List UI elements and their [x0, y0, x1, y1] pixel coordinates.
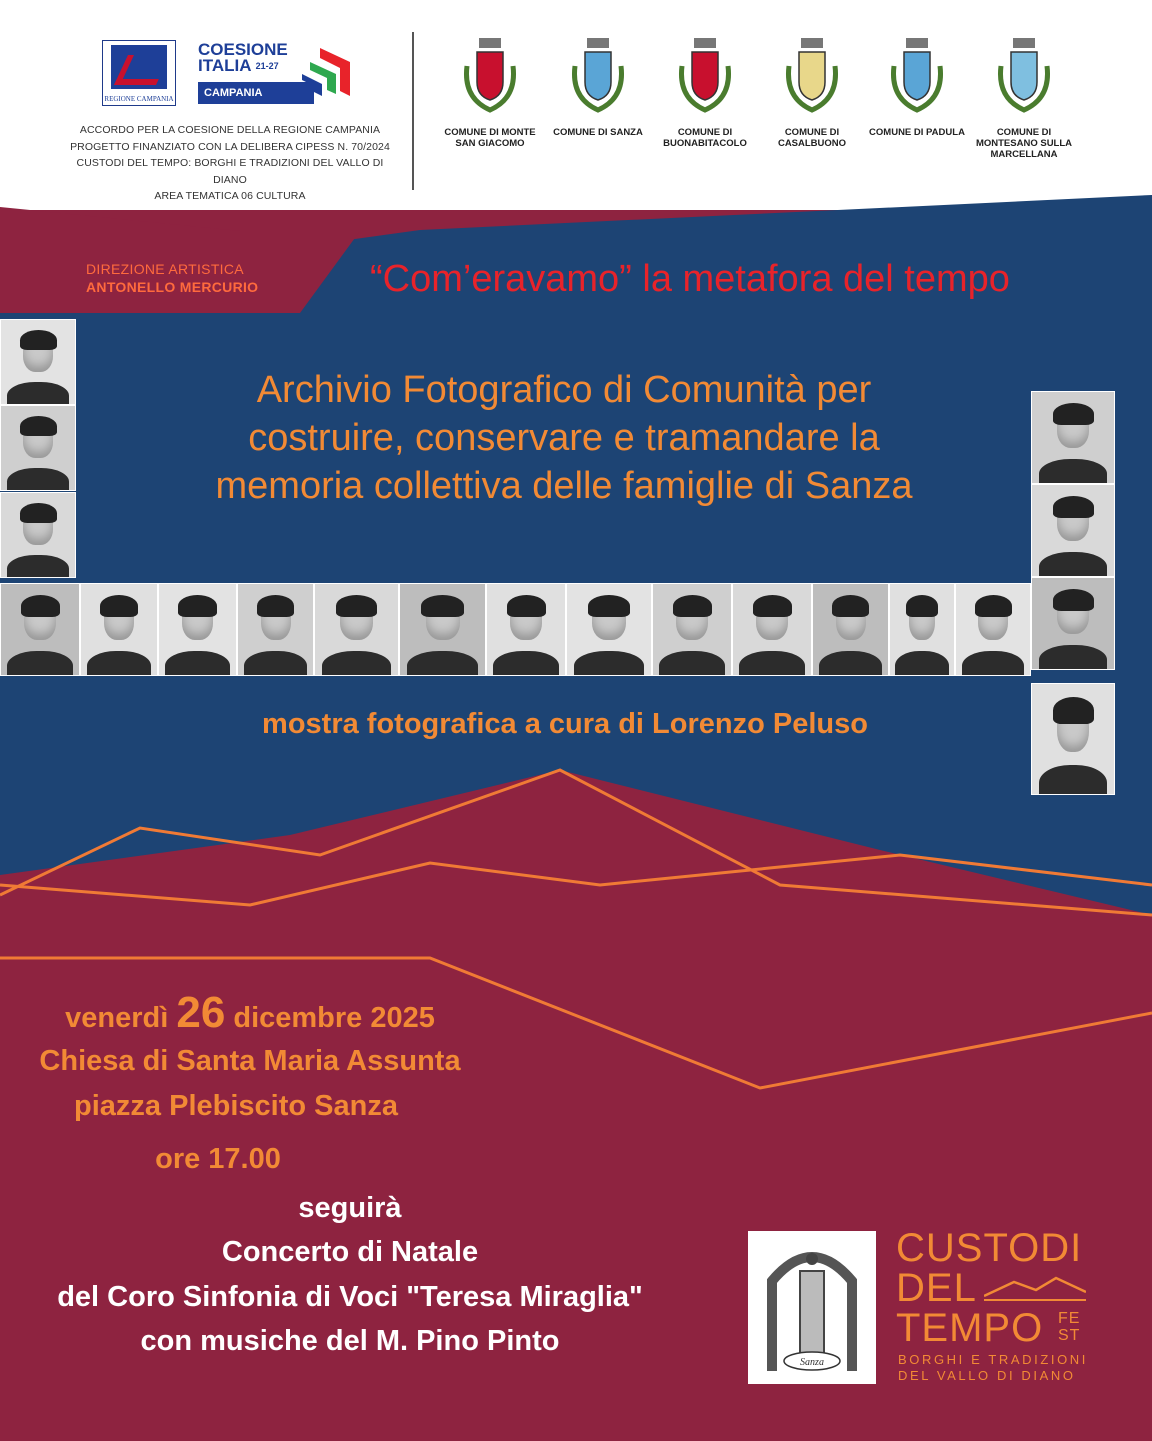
coesione-arrow-icon: [300, 44, 356, 100]
custodi-line2: DEL: [896, 1266, 977, 1310]
sanza-logo-label: Sanza: [800, 1357, 824, 1368]
portrait-photo: [652, 583, 732, 676]
concert-line: con musiche del M. Pino Pinto: [140, 1325, 560, 1357]
tagline: “Com’eravamo” la metafora del tempo: [370, 258, 1010, 300]
portrait-photo: [1031, 484, 1115, 577]
comune-1: [543, 36, 653, 138]
direzione-name: ANTONELLO MERCURIO: [86, 279, 259, 295]
portrait-photo: [399, 583, 486, 676]
portrait-photo: [1031, 577, 1115, 670]
custodi-sub2: DEL VALLO DI DIANO: [898, 1368, 1076, 1383]
event-place: Chiesa di Santa Maria Assunta: [39, 1045, 461, 1077]
regione-campania-logo: [102, 40, 176, 106]
comune-5: [969, 36, 1079, 160]
portrait-photo: [955, 583, 1031, 676]
accordo-text: [60, 122, 400, 205]
crest-icon: [995, 36, 1053, 116]
direzione-artistica: [86, 260, 258, 296]
crest-icon: [676, 36, 734, 116]
comune-2: [650, 36, 760, 149]
archivio-line: memoria collettiva delle famiglie di Sanza: [215, 465, 913, 507]
portrait-photo: [566, 583, 652, 676]
coesione-region-bar: CAMPANIA: [198, 82, 314, 104]
custodi-fest-bottom: ST: [1058, 1327, 1081, 1344]
archivio-line: Archivio Fotografico di Comunità per: [256, 369, 872, 411]
custodi-fest: [1058, 1310, 1080, 1344]
accordo-line: PROGETTO FINANZIATO CON LA DELIBERA CIPESS N. 70/2024: [70, 140, 390, 153]
custodi-subtitle: [898, 1352, 1088, 1384]
comune-3: [757, 36, 867, 149]
portrait-photo: [80, 583, 158, 676]
portrait-photo: [0, 405, 76, 491]
event-date-number: 26: [176, 988, 226, 1037]
portrait-photo: [889, 583, 955, 676]
crest-icon: [461, 36, 519, 116]
coesione-years: 21-27: [255, 61, 279, 71]
event-square: piazza Plebiscito Sanza: [74, 1090, 398, 1122]
concert-line: del Coro Sinfonia di Voci "Teresa Miraglia": [57, 1281, 643, 1313]
comune-4: [862, 36, 972, 138]
coesione-line2: ITALIA: [198, 56, 251, 75]
coesione-italia-logo: [198, 42, 288, 74]
portrait-photo: [1031, 391, 1115, 484]
comune-name: COMUNE DI SANZA: [553, 127, 643, 138]
portrait-photo: [486, 583, 566, 676]
portrait-photo: [0, 492, 76, 578]
custodi-line1: CUSTODI: [896, 1226, 1083, 1270]
archivio-line: costruire, conservare e tramandare la: [248, 417, 880, 459]
event-month-year: dicembre 2025: [233, 1002, 435, 1034]
custodi-del-tempo-logo: [896, 1228, 1082, 1348]
portrait-photo: [0, 583, 80, 676]
custodi-fest-top: FE: [1058, 1310, 1081, 1327]
portrait-photo: [812, 583, 889, 676]
concert-line: Concerto di Natale: [221, 1236, 479, 1268]
event-day: venerdì: [65, 1002, 169, 1034]
crest-icon: [783, 36, 841, 116]
crest-icon: [569, 36, 627, 116]
comune-name: COMUNE DI CASALBUONO: [777, 127, 847, 149]
custodi-sub1: BORGHI E TRADIZIONI: [898, 1352, 1089, 1367]
portrait-photo: [314, 583, 399, 676]
regione-campania-label: REGIONE CAMPANIA: [104, 95, 174, 103]
portrait-photo: [0, 319, 76, 405]
comune-name: COMUNE DI PADULA: [869, 127, 965, 138]
event-date: [20, 988, 480, 1038]
mountain-icon: [984, 1274, 1086, 1302]
mostra-credit: mostra fotografica a cura di Lorenzo Peluso: [262, 708, 868, 740]
portrait-photo: [732, 583, 812, 676]
portrait-photo: [158, 583, 237, 676]
concert-line: seguirà: [298, 1192, 402, 1224]
event-time: ore 17.00: [155, 1143, 281, 1175]
custodi-line3: TEMPO: [896, 1306, 1044, 1350]
direzione-label: DIREZIONE ARTISTICA: [86, 261, 244, 277]
comune-0: [435, 36, 545, 149]
sanza-logo: [748, 1231, 876, 1384]
portrait-photo: [237, 583, 314, 676]
comune-name: COMUNE DI BUONABITACOLO: [663, 127, 747, 149]
comune-name: COMUNE DI MONTE SAN GIACOMO: [444, 127, 536, 149]
accordo-line: AREA TEMATICA 06 CULTURA: [154, 190, 306, 202]
archivio-title: [158, 366, 970, 510]
coesione-line1: COESIONE: [198, 40, 288, 59]
header-divider: [412, 32, 414, 190]
sanza-arch-icon: [748, 1231, 876, 1384]
portrait-photo: [1031, 683, 1115, 795]
crest-icon: [888, 36, 946, 116]
comune-name: COMUNE DI MONTESANO SULLA MARCELLANA: [975, 127, 1073, 160]
accordo-line: CUSTODI DEL TEMPO: BORGHI E TRADIZIONI DEL VALLO DI DIANO: [76, 157, 384, 186]
accordo-line: ACCORDO PER LA COESIONE DELLA REGIONE CAMPANIA: [79, 124, 381, 136]
